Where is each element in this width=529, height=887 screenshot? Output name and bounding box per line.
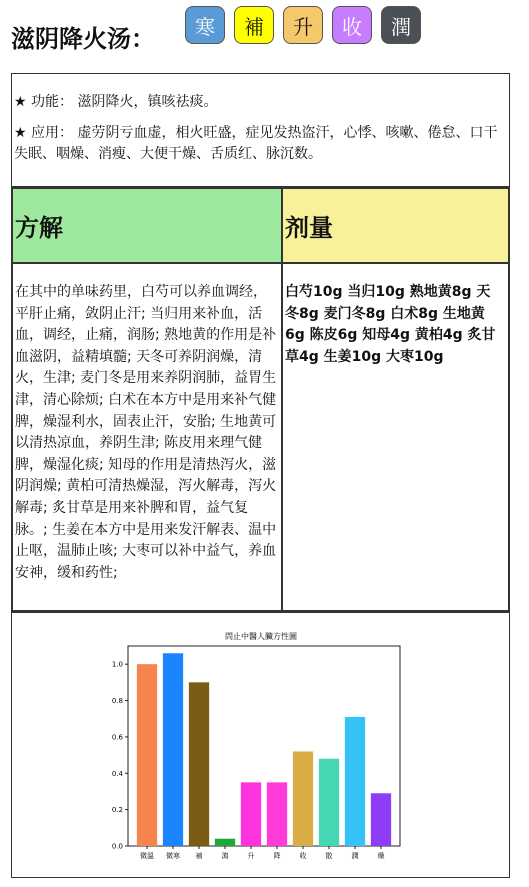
y-tick-label: 0.0 [111,842,123,851]
bar-6 [267,782,287,846]
bar-2 [163,653,183,846]
property-bar-chart [12,613,509,877]
usage-line: ★ 应用： 虚劳阴亏血虚，相火旺盛，症见发热盗汗，心悸、咳嗽、倦怠、口干失眠、咽燥、消瘦、大便干燥、舌质红、脉沉数。 [14,125,498,162]
property-badge: 補 [234,6,274,44]
bar-7 [293,751,313,846]
property-badge: 升 [283,6,323,44]
y-tick-label: 0.4 [111,769,123,778]
y-tick-label: 0.2 [111,806,123,815]
analysis-header: 方解 [12,188,282,263]
chart-box [11,612,510,878]
chart-title: 問止中醫人臟方性圖 [225,632,297,641]
x-tick-label: 散 [325,852,333,860]
x-tick-label: 升 [247,852,255,860]
page-title: 滋阴降火汤： [11,25,155,53]
x-tick-label: 瀉 [221,852,229,860]
bar-8 [319,759,339,846]
bar-5 [241,782,261,846]
property-badges [185,6,421,44]
property-badge: 潤 [381,6,421,44]
property-badge: 收 [332,6,372,44]
bar-3 [189,682,209,846]
x-tick-label: 補 [195,852,203,860]
formula-table [11,187,510,612]
bar-1 [137,664,157,846]
y-tick-label: 1.0 [111,660,123,669]
analysis-text: 在其中的单味药里，白芍可以养血调经，平肝止痛，敛阴止汗; 当归用来补血，活血，调经，止痛，润肠; 熟地黄的作用是补血滋阴，益精填髓; 天冬可养阴润燥，清火，生津; 麦门冬是用来养阴润肺，益胃生津，清心除烦; 白术在本方中是用来补气健脾，燥湿利水，固表止汗，安胎; 生地黄可以清热凉血，养阴生津; 陈皮用来理气健脾，燥湿化痰; 知母的作用是清热泻火，滋阴润燥; 黄柏可清热燥湿，泻火解毒，泻火解毒; 炙甘草是用来补脾和胃，益气复脉。; 生姜在本方中是用来发汗解表、温中止呕，温肺止咳; 大枣可以补中益气，养血安神，缓和药性; [12,263,282,611]
property-badge: 寒 [185,6,225,44]
x-tick-label: 收 [299,852,307,860]
x-tick-label: 潤 [351,852,359,860]
header [0,0,529,72]
intro-box [11,73,510,187]
x-tick-label: 降 [273,852,281,860]
x-tick-label: 微寒 [166,852,180,860]
x-tick-label: 微溫 [140,852,154,860]
dosage-text: 白芍10g 当归10g 熟地黄8g 天冬8g 麦门冬8g 白术8g 生地黄6g 陈皮6g 知母4g 黄柏4g 炙甘草4g 生姜10g 大枣10g [282,263,509,611]
y-tick-label: 0.8 [111,697,123,706]
bar-10 [371,793,391,846]
dosage-header: 剂量 [282,188,509,263]
function-line: ★ 功能： 滋阴降火，镇咳祛痰。 [14,94,218,110]
x-tick-label: 燥 [377,852,385,860]
y-tick-label: 0.6 [111,733,123,742]
bar-9 [345,717,365,846]
bar-4 [215,839,235,846]
